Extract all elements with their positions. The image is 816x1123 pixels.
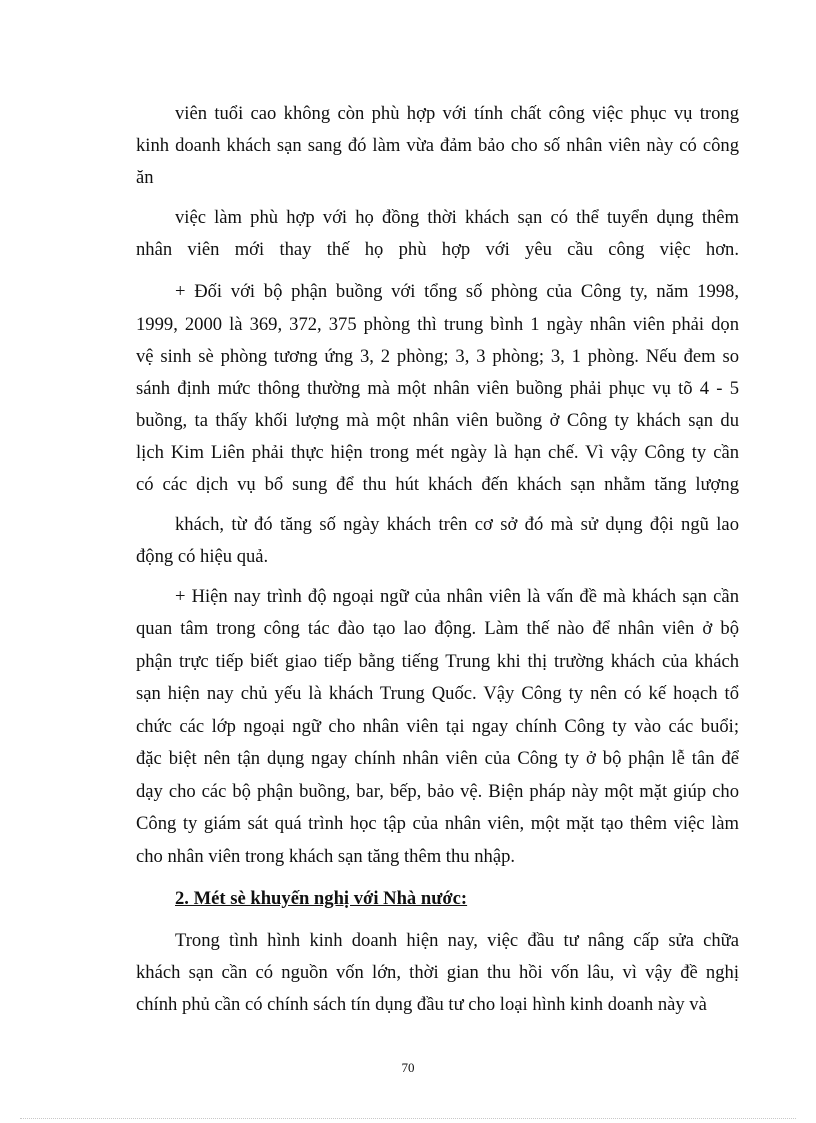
text-line: có các dịch vụ bổ sung để thu hút khách đến khách sạn nhằm tăng lượng: [136, 474, 739, 495]
text-line: Trong tình hình kinh doanh hiện nay, việc đầu tư nâng cấp sửa chữa: [175, 930, 739, 951]
text-line: ăn: [136, 167, 154, 188]
text-line: động có hiệu quả.: [136, 546, 269, 567]
text-line: dạy cho các bộ phận buồng, bar, bếp, bảo vệ. Biện pháp này một mặt giúp cho: [136, 781, 739, 802]
text-line: đặc biệt nên tận dụng ngay chính nhân viên của Công ty ở bộ phận lễ tân để: [136, 748, 739, 769]
text-line: Công ty giám sát quá trình học tập của nhân viên, một mặt tạo thêm việc làm: [136, 813, 739, 834]
section-heading: 2. Mét sè khuyến nghị với Nhà nước:: [175, 888, 468, 909]
text-line: + Hiện nay trình độ ngoại ngữ của nhân viên là vấn đề mà khách sạn cần: [175, 586, 739, 607]
text-line: việc làm phù hợp với họ đồng thời khách sạn có thể tuyển dụng thêm: [175, 207, 739, 228]
text-line: phận trực tiếp biết giao tiếp bằng tiếng Trung khi thị trường khách của khách: [136, 651, 739, 672]
text-line: khách, từ đó tăng số ngày khách trên cơ sở đó mà sử dụng đội ngũ lao: [175, 514, 739, 535]
text-line: buồng, ta thấy khối lượng mà một nhân viên buồng ở Công ty khách sạn du: [136, 410, 739, 431]
text-line: quan tâm trong công tác đào tạo lao động. Làm thế nào để nhân viên ở bộ: [136, 618, 739, 639]
text-line: chính phủ cần có chính sách tín dụng đầu tư cho loại hình kinh doanh này và: [136, 994, 707, 1015]
text-line: kinh doanh khách sạn sang đó làm vừa đảm bảo cho số nhân viên này có công: [136, 135, 739, 156]
text-line: nhân viên mới thay thế họ phù hợp với yêu cầu công việc hơn.: [136, 239, 739, 260]
text-line: viên tuổi cao không còn phù hợp với tính chất công việc phục vụ trong: [175, 103, 739, 124]
text-line: vệ sinh sè phòng tương ứng 3, 2 phòng; 3, 3 phòng; 3, 1 phòng. Nếu đem so: [136, 346, 739, 367]
text-line: 1999, 2000 là 369, 372, 375 phòng thì trung bình 1 ngày nhân viên phải dọn: [136, 314, 739, 335]
text-line: chức các lớp ngoại ngữ cho nhân viên tại ngay chính Công ty vào các buổi;: [136, 716, 739, 737]
text-line: sạn hiện nay chủ yếu là khách Trung Quốc. Vậy Công ty nên có kế hoạch tổ: [136, 683, 739, 704]
text-line: sánh định mức thông thường mà một nhân viên buồng phải phục vụ tõ 4 - 5: [136, 378, 739, 399]
text-line: lịch Kim Liên phải thực hiện trong mét ngày là hạn chế. Vì vậy Công ty cần: [136, 442, 739, 463]
page-bottom-divider: [20, 1118, 796, 1119]
text-line: cho nhân viên trong khách sạn tăng thêm thu nhập.: [136, 846, 516, 867]
text-line: + Đối với bộ phận buồng với tổng số phòng của Công ty, năm 1998,: [175, 281, 739, 302]
text-line: khách sạn cần có nguồn vốn lớn, thời gian thu hồi vốn lâu, vì vậy đề nghị: [136, 962, 739, 983]
page-number: 70: [401, 1060, 415, 1075]
